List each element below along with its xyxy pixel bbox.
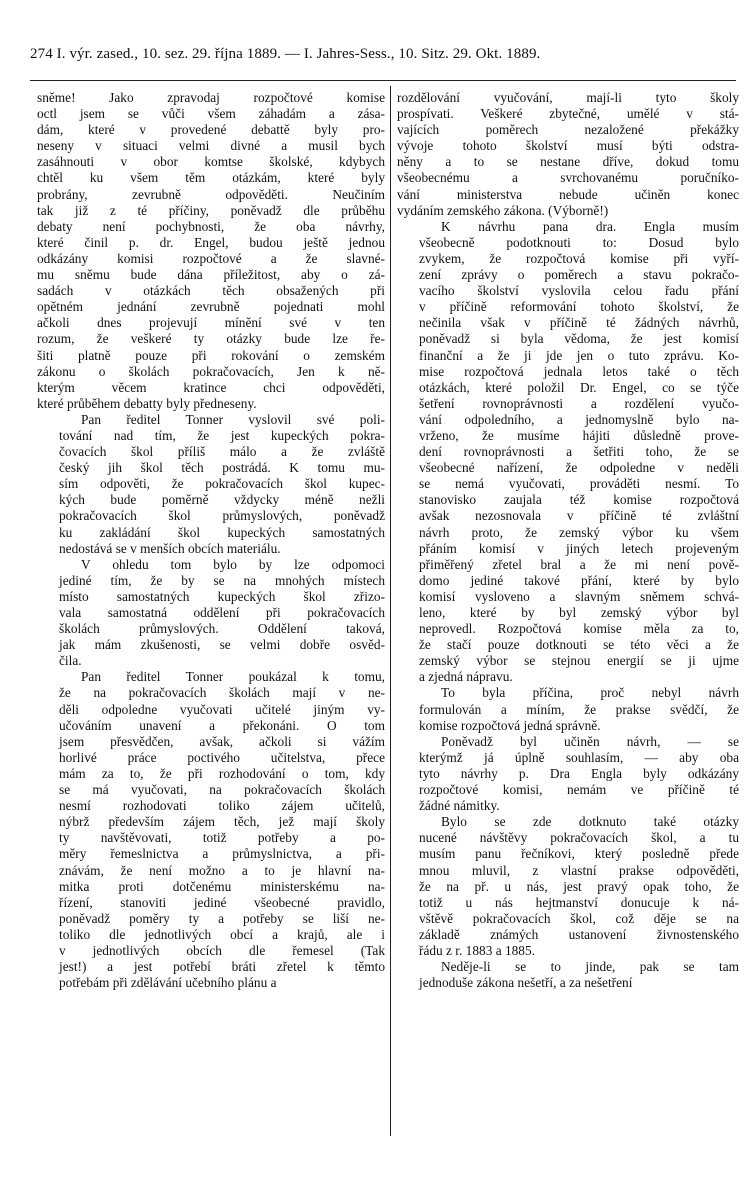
text-line: šiti platně pouze při rokování o zemském xyxy=(37,347,385,363)
paragraph xyxy=(397,90,739,219)
text-line: To byla příčina, proč nebyl návrh xyxy=(441,685,739,701)
text-line: jediné tím, že by se na mnohých místech xyxy=(59,572,385,588)
text-line: nedostává se v menších obcích materiálu. xyxy=(59,540,281,556)
text-line: tak již z té příčiny, poněvadž dle průběhu xyxy=(37,202,385,218)
text-line: v jednotlivých obcích dle řemesel (Tak xyxy=(59,942,385,958)
text-line: všeobecnému a svrchovanému poručníko- xyxy=(397,170,739,186)
text-line: chtěl ku všem těm otázkám, které byly xyxy=(37,170,385,186)
text-line: měry řemeslnictva a průmyslnictva, a při- xyxy=(59,846,385,862)
text-line: stanovisko zaujala též komise rozpočtová xyxy=(419,492,739,508)
column-divider xyxy=(390,86,391,1136)
text-line: znávám, že není možno a to je hlavní na- xyxy=(59,862,385,878)
text-line: děli odpoledne vyučovati učitelé jiným vy- xyxy=(59,701,385,717)
text-line: vydáním zemského zákona. (Výborně!) xyxy=(397,202,609,218)
text-line: žádné námitky. xyxy=(419,798,500,814)
text-line: přiměřený zřetel bral a že mi není pově- xyxy=(419,556,739,572)
text-line: že stačí pouze dotknouti se této věci a že xyxy=(419,637,739,653)
page-header: 274 I. výr. zased., 10. sez. 29. října 1889. — I. Jahres-Sess., 10. Sitz. 29. Okt. 1889. xyxy=(30,46,541,62)
text-line: V ohledu tom bylo by lze odpomoci xyxy=(81,556,385,572)
text-line: poněvadž poměry ty a potřeby se liší ne- xyxy=(59,910,385,926)
paragraph xyxy=(397,814,739,959)
text-line: kterýmž já úplně souhlasím, — aby oba xyxy=(419,749,739,765)
text-line: debaty není pochybnosti, že oba návrhy, xyxy=(37,218,385,234)
paragraph xyxy=(397,219,739,686)
text-line: probrány, zevrubně odpověděti. Neučiním xyxy=(37,186,385,202)
header-rule xyxy=(30,80,736,81)
text-line: vývoje tohoto školství musí býti odstra- xyxy=(397,138,739,154)
text-line: poněvadž si byla vědoma, že jest komisí xyxy=(419,331,739,347)
text-line: jsem přesvědčen, avšak, ačkoli si vážím xyxy=(59,733,385,749)
text-line: zvykem, že rozpočtová komise při vyří- xyxy=(419,250,739,266)
text-line: učováním unavení a překonáni. O tom xyxy=(59,717,385,733)
text-line: v příčině reformování tohoto školství, že xyxy=(419,299,739,315)
text-line: sněme! Jako zpravodaj rozpočtové komise xyxy=(37,90,385,105)
text-line: jak mám zkušenosti, se velmi dobře osvěd- xyxy=(59,637,385,653)
text-line: jest!) a jest potřebí bráti zřetel k těmto xyxy=(59,959,385,975)
text-line: Pan ředitel Tonner vyslovil své poli- xyxy=(81,411,385,427)
text-line: nucené návštěvy pokračovacích škol, a tu xyxy=(419,830,739,846)
text-line: formulován a míním, že prakse svědčí, že xyxy=(419,701,739,717)
text-line: mám za to, že při rozhodování o tom, kdy xyxy=(59,765,385,781)
text-line: rozdělování vyučování, mají-li tyto školy xyxy=(397,90,739,105)
text-line: nýbrž především zájem těch, jež mají školy xyxy=(59,814,385,830)
text-line: odkázány komisi rozpočtové a že slavné- xyxy=(37,250,385,266)
text-line: vacího školství vyslovila celou řadu přání xyxy=(419,283,739,299)
text-line: jednoduše zákona nešetří, a za nešetření xyxy=(419,975,633,991)
text-line: neprovedl. Rozpočtová komise měla za to, xyxy=(419,621,739,637)
text-line: potřebám při zdělávání učebního plánu a xyxy=(59,975,277,991)
text-line: nesmí rozhodovati toliko zájem učitelů, xyxy=(59,798,385,814)
text-line: že na pokračovacích školách mají v ne- xyxy=(59,685,385,701)
text-line: sím odpověti, že pokračovacích škol kupec- xyxy=(59,476,385,492)
text-line: dám, které v provedené debattě byly pro- xyxy=(37,122,385,138)
text-line: sadách v otázkách těch obsažených při xyxy=(37,283,385,299)
text-line: návrh proto, že zemský výbor ku všem xyxy=(419,524,739,540)
text-line: které činil p. dr. Engel, budou ještě jednou xyxy=(37,234,385,250)
text-line: základě známých ustanovení živnostenského xyxy=(419,926,739,942)
text-line: něny a to se nestane dříve, dokud tomu xyxy=(397,154,739,170)
text-line: kterým věcem kratince chci odpověděti, xyxy=(37,379,385,395)
text-line: zení zprávy o poměrech a stavu pokračo- xyxy=(419,267,739,283)
text-line: K návrhu pana dra. Engla musím xyxy=(441,218,739,234)
text-line: nečinila však v příčině té žádných návrhů, xyxy=(419,315,739,331)
text-line: vrženo, že musíme hájiti důsledně prove- xyxy=(419,427,739,443)
text-line: toliko dle jednotlivých obcí a krajů, ale i xyxy=(59,926,385,942)
paragraph xyxy=(397,734,739,814)
text-line: mitka proti dotčenému ministerskému na- xyxy=(59,878,385,894)
text-line: domo jediné takové přání, které by bylo xyxy=(419,572,739,588)
text-line: dení rovnoprávnosti a šetřiti toho, že se xyxy=(419,444,739,460)
text-line: otázkách, které položil Dr. Engel, co se týče xyxy=(419,379,739,395)
left-column xyxy=(37,90,385,991)
text-line: prospívati. Veškeré zbytečné, umělé v stá- xyxy=(397,106,739,122)
text-line: mnou mluvil, z vlastní prakse odpověděti, xyxy=(419,862,739,878)
text-line: které průběhem debatty byly předneseny. xyxy=(37,395,257,411)
text-line: totiž u nás hejtmanství donucuje k ná- xyxy=(419,894,739,910)
text-line: zasáhnouti v obor komtse školské, kdybych xyxy=(37,154,385,170)
text-line: vání ministerstva nebude učiněn konec xyxy=(397,186,739,202)
text-line: Poněvadž byl učiněn návrh, — se xyxy=(441,733,739,749)
text-line: čila. xyxy=(59,653,82,669)
text-line: řízení, stanoviti jediné všeobecné pravidlo, xyxy=(59,894,385,910)
paragraph xyxy=(37,412,385,557)
text-line: ačkoli dnes projevují mínění své v ten xyxy=(37,315,385,331)
text-line: a zjedná nápravu. xyxy=(419,669,513,685)
text-line: tování nad tím, že jest kupeckých pokra- xyxy=(59,427,385,443)
text-line: Bylo se zde dotknuto také otázky xyxy=(441,814,739,830)
text-line: místo samostatných kupeckých škol zřizo- xyxy=(59,588,385,604)
paragraph xyxy=(37,669,385,991)
text-line: mise rozpočtová jednala letos také o těch xyxy=(419,363,739,379)
text-line: že na př. u nás, jest pravý opak toho, že xyxy=(419,878,739,894)
text-line: pokračovacích škol průmyslových, poněvadž xyxy=(59,508,385,524)
text-line: šetření rovnoprávnosti a rozdělení vyučo- xyxy=(419,395,739,411)
text-line: ku zakládání škol kupeckých samostatných xyxy=(59,524,385,540)
text-line: finanční a že ji jde jen o tuto zprávu. Ko- xyxy=(419,347,739,363)
paragraph xyxy=(37,557,385,670)
text-line: Neděje-li se to jinde, pak se tam xyxy=(441,959,739,975)
text-line: se má vyučovati, na pokračovacích školách xyxy=(59,782,385,798)
text-line: čovacích škol příliš málo a že zvláště xyxy=(59,444,385,460)
text-line: ty navštěvovati, totiž potřeby a po- xyxy=(59,830,385,846)
paragraph xyxy=(397,685,739,733)
text-line: musím panu řečníkovi, který posledně přede xyxy=(419,846,739,862)
text-line: vání odpoledního, a jednomyslně bylo na- xyxy=(419,411,739,427)
paragraph xyxy=(397,959,739,991)
text-line: tyto návrhy p. Dra Engla byly odkázány xyxy=(419,765,739,781)
paragraph xyxy=(37,90,385,412)
text-line: mu sněmu bude dána příležitost, aby o zá- xyxy=(37,267,385,283)
text-line: se nemá vyučovati, prováděti nesmí. To xyxy=(419,476,739,492)
text-line: horlivé práce poctivého učitelstva, přece xyxy=(59,749,385,765)
text-line: leno, které by byl zemský výbor byl xyxy=(419,605,739,620)
text-line: školách průmyslových. Oddělení taková, xyxy=(59,621,385,637)
text-line: všeobecně podotknouti to: Dosud bylo xyxy=(419,234,739,250)
text-line: přáním komisí v jiných letech projeveným xyxy=(419,540,739,556)
text-line: český jih škol těch postrádá. K tomu mu- xyxy=(59,460,385,476)
text-line: zákonu o školách pokračovacích, Jen k ně- xyxy=(37,363,385,379)
text-line: řádu z r. 1883 a 1885. xyxy=(419,942,535,958)
text-line: avšak nezosnovala v příčině té zvláštní xyxy=(419,508,739,524)
text-line: komise rozpočtová jedná správně. xyxy=(419,717,601,733)
text-line: všeobecné nařízení, že odpoledne v neděli xyxy=(419,460,739,476)
text-line: vštěvě pokračovacích škol, což děje se na xyxy=(419,910,739,926)
text-line: neseny v situaci velmi divné a musil bych xyxy=(37,138,385,154)
text-line: vala samostatná oddělení při pokračovacích xyxy=(59,605,385,620)
text-line: rozpočtové komisi, nemám ve příčině té xyxy=(419,782,739,798)
text-line: rozum, že veškeré ty otázky bude lze ře- xyxy=(37,331,385,347)
text-line: komisí vysloveno a slavným sněmem schvá- xyxy=(419,588,739,604)
right-column xyxy=(397,90,739,991)
text-line: opětném jednání zevrubně pojednati mohl xyxy=(37,299,385,315)
text-line: Pan ředitel Tonner poukázal k tomu, xyxy=(81,669,385,685)
text-line: kých bude poměrně vždycky méně nežli xyxy=(59,492,385,508)
text-line: octl jsem se vůči všem záhadám a zása- xyxy=(37,106,385,122)
text-line: vajících poměrech nezaložené překážky xyxy=(397,122,739,138)
text-line: zemský výbor se stejnou energií se ji ujme xyxy=(419,653,739,669)
